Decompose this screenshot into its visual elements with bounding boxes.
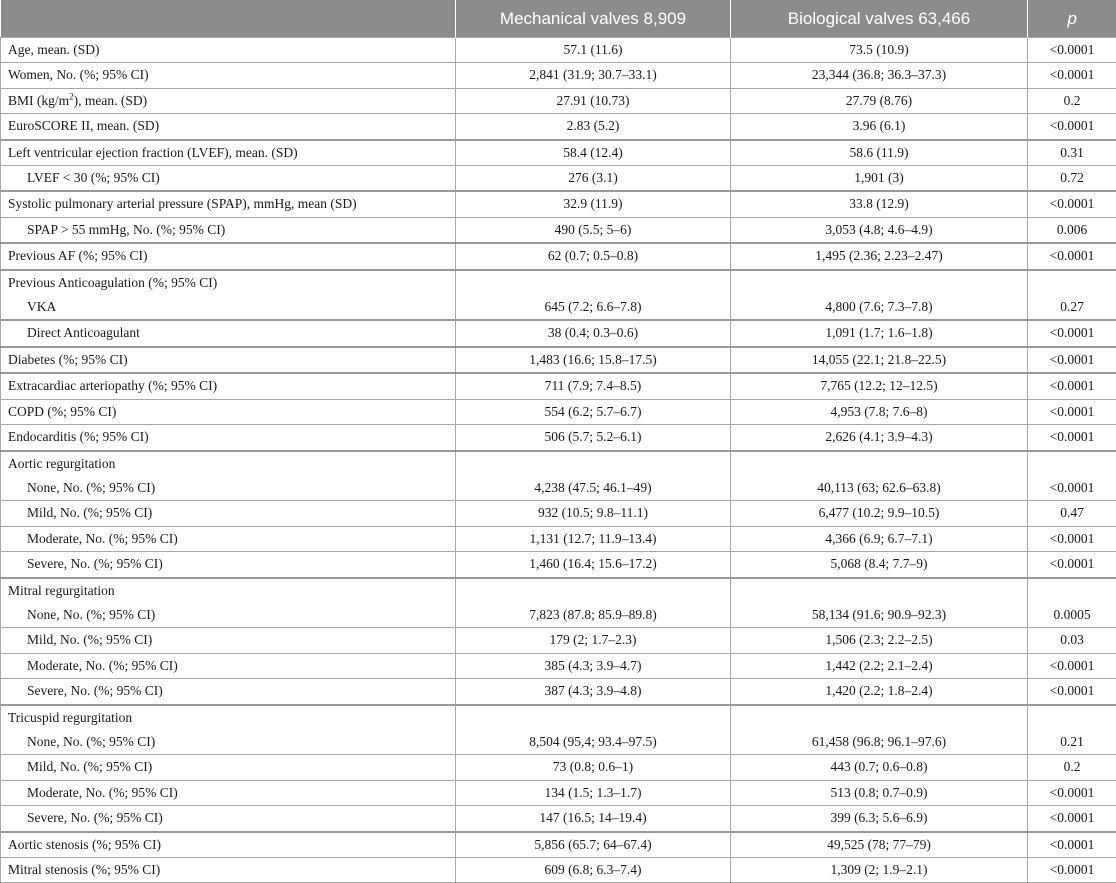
header-biological-valves: Biological valves 63,466 <box>731 0 1028 38</box>
row-sublabel: None, No. (%; 95% CI) <box>8 730 447 754</box>
table-row <box>1 166 1116 192</box>
biological-value: 3,053 (4.8; 4.6–4.9) <box>731 217 1028 243</box>
p-value: 0.2 <box>1028 88 1116 113</box>
row-label <box>1 705 456 755</box>
table-row <box>1 191 1116 217</box>
row-sublabel: LVEF < 30 (%; 95% CI) <box>1 166 456 192</box>
biological-value: 1,495 (2.36; 2.23–2.47) <box>731 243 1028 269</box>
table-row <box>1 243 1116 269</box>
table-row <box>1 140 1116 166</box>
mechanical-value: 1,483 (16.6; 15.8–17.5) <box>456 347 731 373</box>
mechanical-value: 609 (6.8; 6.3–7.4) <box>456 858 731 883</box>
row-label: Aortic stenosis (%; 95% CI) <box>1 832 456 858</box>
mechanical-value: 506 (5.7; 5.2–6.1) <box>456 425 731 451</box>
row-label <box>1 451 456 501</box>
biological-value: 4,953 (7.8; 7.6–8) <box>731 399 1028 424</box>
header-row <box>1 0 1116 38</box>
p-value: <0.0001 <box>1028 191 1116 217</box>
mechanical-value: 490 (5.5; 5–6) <box>456 217 731 243</box>
table-row <box>1 399 1116 424</box>
p-value: 0.31 <box>1028 140 1116 166</box>
mechanical-value: 134 (1.5; 1.3–1.7) <box>456 780 731 805</box>
p-value: <0.0001 <box>1028 858 1116 883</box>
p-value: <0.0001 <box>1028 806 1116 832</box>
mechanical-value: 147 (16.5; 14–19.4) <box>456 806 731 832</box>
table-row <box>1 806 1116 832</box>
p-value: 0.27 <box>1028 270 1116 321</box>
p-value: <0.0001 <box>1028 653 1116 678</box>
row-label: EuroSCORE II, mean. (SD) <box>1 114 456 140</box>
mechanical-value: 62 (0.7; 0.5–0.8) <box>456 243 731 269</box>
biological-value: 58,134 (91.6; 90.9–92.3) <box>731 578 1028 628</box>
p-value: <0.0001 <box>1028 780 1116 805</box>
mechanical-value: 554 (6.2; 5.7–6.7) <box>456 399 731 424</box>
biological-value: 1,091 (1.7; 1.6–1.8) <box>731 320 1028 346</box>
p-value: 0.2 <box>1028 755 1116 780</box>
table-row <box>1 653 1116 678</box>
row-sublabel: Mild, No. (%; 95% CI) <box>1 628 456 653</box>
group-heading: Previous Anticoagulation (%; 95% CI) <box>8 271 447 295</box>
row-label: Mitral stenosis (%; 95% CI) <box>1 858 456 883</box>
p-value: <0.0001 <box>1028 320 1116 346</box>
p-value: 0.72 <box>1028 166 1116 192</box>
table-row <box>1 628 1116 653</box>
row-label: Endocarditis (%; 95% CI) <box>1 425 456 451</box>
table-header <box>1 0 1116 38</box>
row-label: Left ventricular ejection fraction (LVEF), mean. (SD) <box>1 140 456 166</box>
p-value: <0.0001 <box>1028 679 1116 705</box>
biological-value: 40,113 (63; 62.6–63.8) <box>731 451 1028 501</box>
mechanical-value: 932 (10.5; 9.8–11.1) <box>456 501 731 526</box>
group-heading: Mitral regurgitation <box>8 579 447 603</box>
row-label: Previous AF (%; 95% CI) <box>1 243 456 269</box>
row-label: Diabetes (%; 95% CI) <box>1 347 456 373</box>
biological-value: 7,765 (12.2; 12–12.5) <box>731 373 1028 399</box>
row-sublabel: Moderate, No. (%; 95% CI) <box>1 526 456 551</box>
p-value: <0.0001 <box>1028 347 1116 373</box>
mechanical-value: 58.4 (12.4) <box>456 140 731 166</box>
biological-value: 1,506 (2.3; 2.2–2.5) <box>731 628 1028 653</box>
table-row <box>1 88 1116 113</box>
row-sublabel: Moderate, No. (%; 95% CI) <box>1 780 456 805</box>
table-body <box>1 38 1116 883</box>
row-sublabel: VKA <box>8 295 447 319</box>
p-value: 0.0005 <box>1028 578 1116 628</box>
mechanical-value: 276 (3.1) <box>456 166 731 192</box>
row-label: COPD (%; 95% CI) <box>1 399 456 424</box>
biological-value: 1,901 (3) <box>731 166 1028 192</box>
biological-value: 1,309 (2; 1.9–2.1) <box>731 858 1028 883</box>
p-value: <0.0001 <box>1028 63 1116 88</box>
p-value: 0.006 <box>1028 217 1116 243</box>
table-row <box>1 552 1116 578</box>
mechanical-value: 2.83 (5.2) <box>456 114 731 140</box>
row-sublabel: Mild, No. (%; 95% CI) <box>1 755 456 780</box>
header-p-value: p <box>1028 0 1116 38</box>
header-mechanical-valves: Mechanical valves 8,909 <box>456 0 731 38</box>
biological-value: 49,525 (78; 77–79) <box>731 832 1028 858</box>
bmi-label-superscript: 2 <box>69 91 74 101</box>
table-row <box>1 320 1116 346</box>
p-value: <0.0001 <box>1028 373 1116 399</box>
table-row <box>1 451 1116 501</box>
table-row <box>1 270 1116 321</box>
p-value: 0.03 <box>1028 628 1116 653</box>
mechanical-value: 385 (4.3; 3.9–4.7) <box>456 653 731 678</box>
mechanical-value: 2,841 (31.9; 30.7–33.1) <box>456 63 731 88</box>
row-sublabel: Severe, No. (%; 95% CI) <box>1 552 456 578</box>
biological-value: 4,366 (6.9; 6.7–7.1) <box>731 526 1028 551</box>
biological-value: 399 (6.3; 5.6–6.9) <box>731 806 1028 832</box>
bmi-label-suffix: ), mean. (SD) <box>74 93 147 108</box>
group-heading: Aortic regurgitation <box>8 452 447 476</box>
biological-value: 5,068 (8.4; 7.7–9) <box>731 552 1028 578</box>
biological-value: 513 (0.8; 0.7–0.9) <box>731 780 1028 805</box>
p-value: <0.0001 <box>1028 114 1116 140</box>
biological-value: 33.8 (12.9) <box>731 191 1028 217</box>
mechanical-value: 645 (7.2; 6.6–7.8) <box>456 270 731 321</box>
row-label: Extracardiac arteriopathy (%; 95% CI) <box>1 373 456 399</box>
mechanical-value: 1,460 (16.4; 15.6–17.2) <box>456 552 731 578</box>
mechanical-value: 27.91 (10.73) <box>456 88 731 113</box>
mechanical-value: 73 (0.8; 0.6–1) <box>456 755 731 780</box>
row-label <box>1 88 456 113</box>
row-sublabel: Mild, No. (%; 95% CI) <box>1 501 456 526</box>
row-sublabel: None, No. (%; 95% CI) <box>8 476 447 500</box>
table-row <box>1 425 1116 451</box>
table-row <box>1 755 1116 780</box>
table-row <box>1 373 1116 399</box>
p-value: <0.0001 <box>1028 243 1116 269</box>
p-value: <0.0001 <box>1028 552 1116 578</box>
table-row <box>1 679 1116 705</box>
mechanical-value: 7,823 (87.8; 85.9–89.8) <box>456 578 731 628</box>
mechanical-value: 38 (0.4; 0.3–0.6) <box>456 320 731 346</box>
mechanical-value: 8,504 (95,4; 93.4–97.5) <box>456 705 731 755</box>
table-row <box>1 63 1116 88</box>
biological-value: 443 (0.7; 0.6–0.8) <box>731 755 1028 780</box>
mechanical-value: 32.9 (11.9) <box>456 191 731 217</box>
p-value: <0.0001 <box>1028 399 1116 424</box>
p-value: 0.21 <box>1028 705 1116 755</box>
biological-value: 23,344 (36.8; 36.3–37.3) <box>731 63 1028 88</box>
biological-value: 4,800 (7.6; 7.3–7.8) <box>731 270 1028 321</box>
row-label: Women, No. (%; 95% CI) <box>1 63 456 88</box>
table-row <box>1 780 1116 805</box>
biological-value: 1,442 (2.2; 2.1–2.4) <box>731 653 1028 678</box>
biological-value: 14,055 (22.1; 21.8–22.5) <box>731 347 1028 373</box>
p-value: 0.47 <box>1028 501 1116 526</box>
row-label: Age, mean. (SD) <box>1 38 456 63</box>
table-row <box>1 526 1116 551</box>
biological-value: 61,458 (96.8; 96.1–97.6) <box>731 705 1028 755</box>
row-sublabel: Moderate, No. (%; 95% CI) <box>1 653 456 678</box>
biological-value: 2,626 (4.1; 3.9–4.3) <box>731 425 1028 451</box>
table-row <box>1 578 1116 628</box>
row-sublabel: None, No. (%; 95% CI) <box>8 603 447 627</box>
row-sublabel: Severe, No. (%; 95% CI) <box>1 806 456 832</box>
p-value: <0.0001 <box>1028 526 1116 551</box>
bmi-label-text: BMI (kg/m <box>8 93 69 108</box>
biological-value: 1,420 (2.2; 1.8–2.4) <box>731 679 1028 705</box>
header-label-column <box>1 0 456 38</box>
table-row <box>1 38 1116 63</box>
row-sublabel: Direct Anticoagulant <box>1 320 456 346</box>
row-label <box>1 270 456 321</box>
mechanical-value: 57.1 (11.6) <box>456 38 731 63</box>
mechanical-value: 711 (7.9; 7.4–8.5) <box>456 373 731 399</box>
table-row <box>1 347 1116 373</box>
table-row <box>1 114 1116 140</box>
row-sublabel: Severe, No. (%; 95% CI) <box>1 679 456 705</box>
row-label: Systolic pulmonary arterial pressure (SPAP), mmHg, mean (SD) <box>1 191 456 217</box>
biological-value: 27.79 (8.76) <box>731 88 1028 113</box>
group-heading: Tricuspid regurgitation <box>8 706 447 730</box>
mechanical-value: 179 (2; 1.7–2.3) <box>456 628 731 653</box>
row-label <box>1 578 456 628</box>
biological-value: 3.96 (6.1) <box>731 114 1028 140</box>
p-value: <0.0001 <box>1028 38 1116 63</box>
mechanical-value: 387 (4.3; 3.9–4.8) <box>456 679 731 705</box>
table-row <box>1 501 1116 526</box>
mechanical-value: 5,856 (65.7; 64–67.4) <box>456 832 731 858</box>
biological-value: 58.6 (11.9) <box>731 140 1028 166</box>
mechanical-value: 1,131 (12.7; 11.9–13.4) <box>456 526 731 551</box>
table-row <box>1 858 1116 883</box>
row-sublabel: SPAP > 55 mmHg, No. (%; 95% CI) <box>1 217 456 243</box>
p-value: <0.0001 <box>1028 832 1116 858</box>
biological-value: 73.5 (10.9) <box>731 38 1028 63</box>
p-value: <0.0001 <box>1028 451 1116 501</box>
biological-value: 6,477 (10.2; 9.9–10.5) <box>731 501 1028 526</box>
table-row <box>1 217 1116 243</box>
table-row <box>1 705 1116 755</box>
mechanical-value: 4,238 (47.5; 46.1–49) <box>456 451 731 501</box>
p-value: <0.0001 <box>1028 425 1116 451</box>
